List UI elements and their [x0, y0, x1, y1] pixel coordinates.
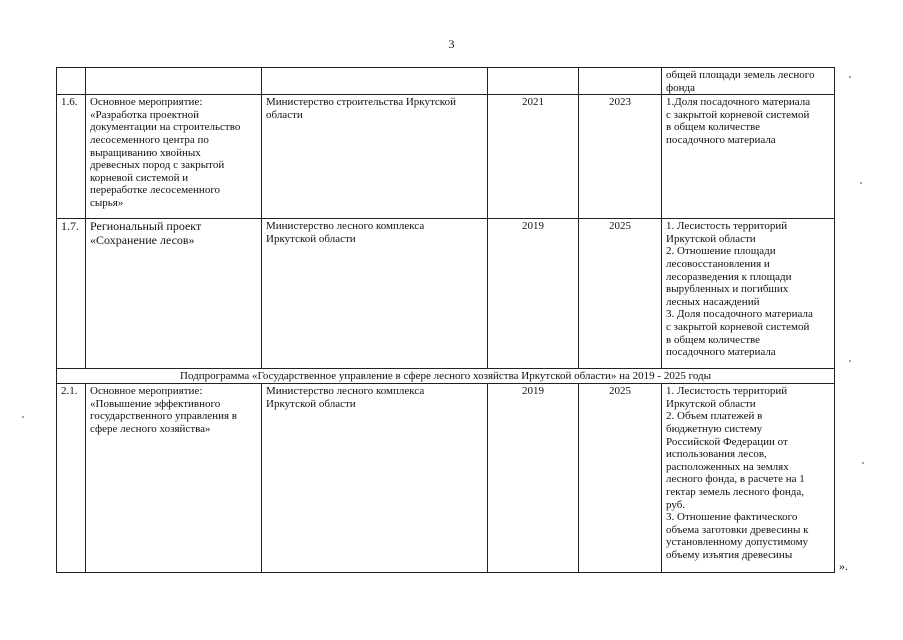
end-year-cell: 2025 — [579, 384, 662, 573]
closing-quote-mark: ». — [839, 559, 848, 573]
end-year-cell: 2025 — [579, 219, 662, 369]
subprogram-row — [57, 369, 835, 384]
table-row — [57, 384, 835, 573]
start-year-cell — [488, 68, 579, 95]
row-number: 1.7. — [57, 219, 86, 369]
executor-cell: Министерство лесного комплекса Иркутской области — [262, 219, 488, 369]
scan-speck — [849, 76, 851, 78]
indicators-cell: 1. Лесистость территорий Иркутской области 2. Объем платежей в бюджетную систему Российской Федерации от использования лесов, расположенных на землях лесного фонда, в расчете на 1 гектар земель лесного фонда, руб. 3. Отношение фактического объема заготовки древесины к установленному допустимому объему изъятия древесины — [662, 384, 835, 573]
executor-cell: Министерство лесного комплекса Иркутской области — [262, 384, 488, 573]
row-number: 1.6. — [57, 95, 86, 219]
page-number: 3 — [448, 37, 455, 51]
scan-speck — [22, 416, 24, 418]
indicators-cell: 1.Доля посадочного материала с закрытой корневой системой в общем количестве посадочного материала — [662, 95, 835, 219]
scan-speck — [860, 182, 862, 184]
subprogram-title: Подпрограмма «Государственное управление в сфере лесного хозяйства Иркутской области» на 2019 - 2025 годы — [57, 369, 835, 384]
row-number: 2.1. — [57, 384, 86, 573]
start-year-cell: 2021 — [488, 95, 579, 219]
executor-cell: Министерство строительства Иркутской области — [262, 95, 488, 219]
end-year-cell: 2023 — [579, 95, 662, 219]
program-table — [56, 67, 835, 573]
indicators-cell: общей площади земель лесного фонда — [662, 68, 835, 95]
table-row — [57, 95, 835, 219]
scan-speck — [849, 360, 851, 362]
event-cell — [86, 68, 262, 95]
event-cell: Региональный проект «Сохранение лесов» — [86, 219, 262, 369]
indicators-cell: 1. Лесистость территорий Иркутской области 2. Отношение площади лесовосстановления и лесоразведения к площади вырубленных и погибших лесных насаждений 3. Доля посадочного материала с закрытой корневой системой в общем количестве посадочного материала — [662, 219, 835, 369]
event-cell: Основное мероприятие: «Повышение эффективного государственного управления в сфере лесного хозяйства» — [86, 384, 262, 573]
event-cell: Основное мероприятие: «Разработка проектной документации на строительство лесосеменного центра по выращиванию хвойных древесных пород с закрытой корневой системой и переработке лесосеменного сырья» — [86, 95, 262, 219]
start-year-cell: 2019 — [488, 219, 579, 369]
start-year-cell: 2019 — [488, 384, 579, 573]
row-number — [57, 68, 86, 95]
end-year-cell — [579, 68, 662, 95]
table-row — [57, 68, 835, 95]
scan-speck — [862, 462, 864, 464]
table-row — [57, 219, 835, 369]
executor-cell — [262, 68, 488, 95]
